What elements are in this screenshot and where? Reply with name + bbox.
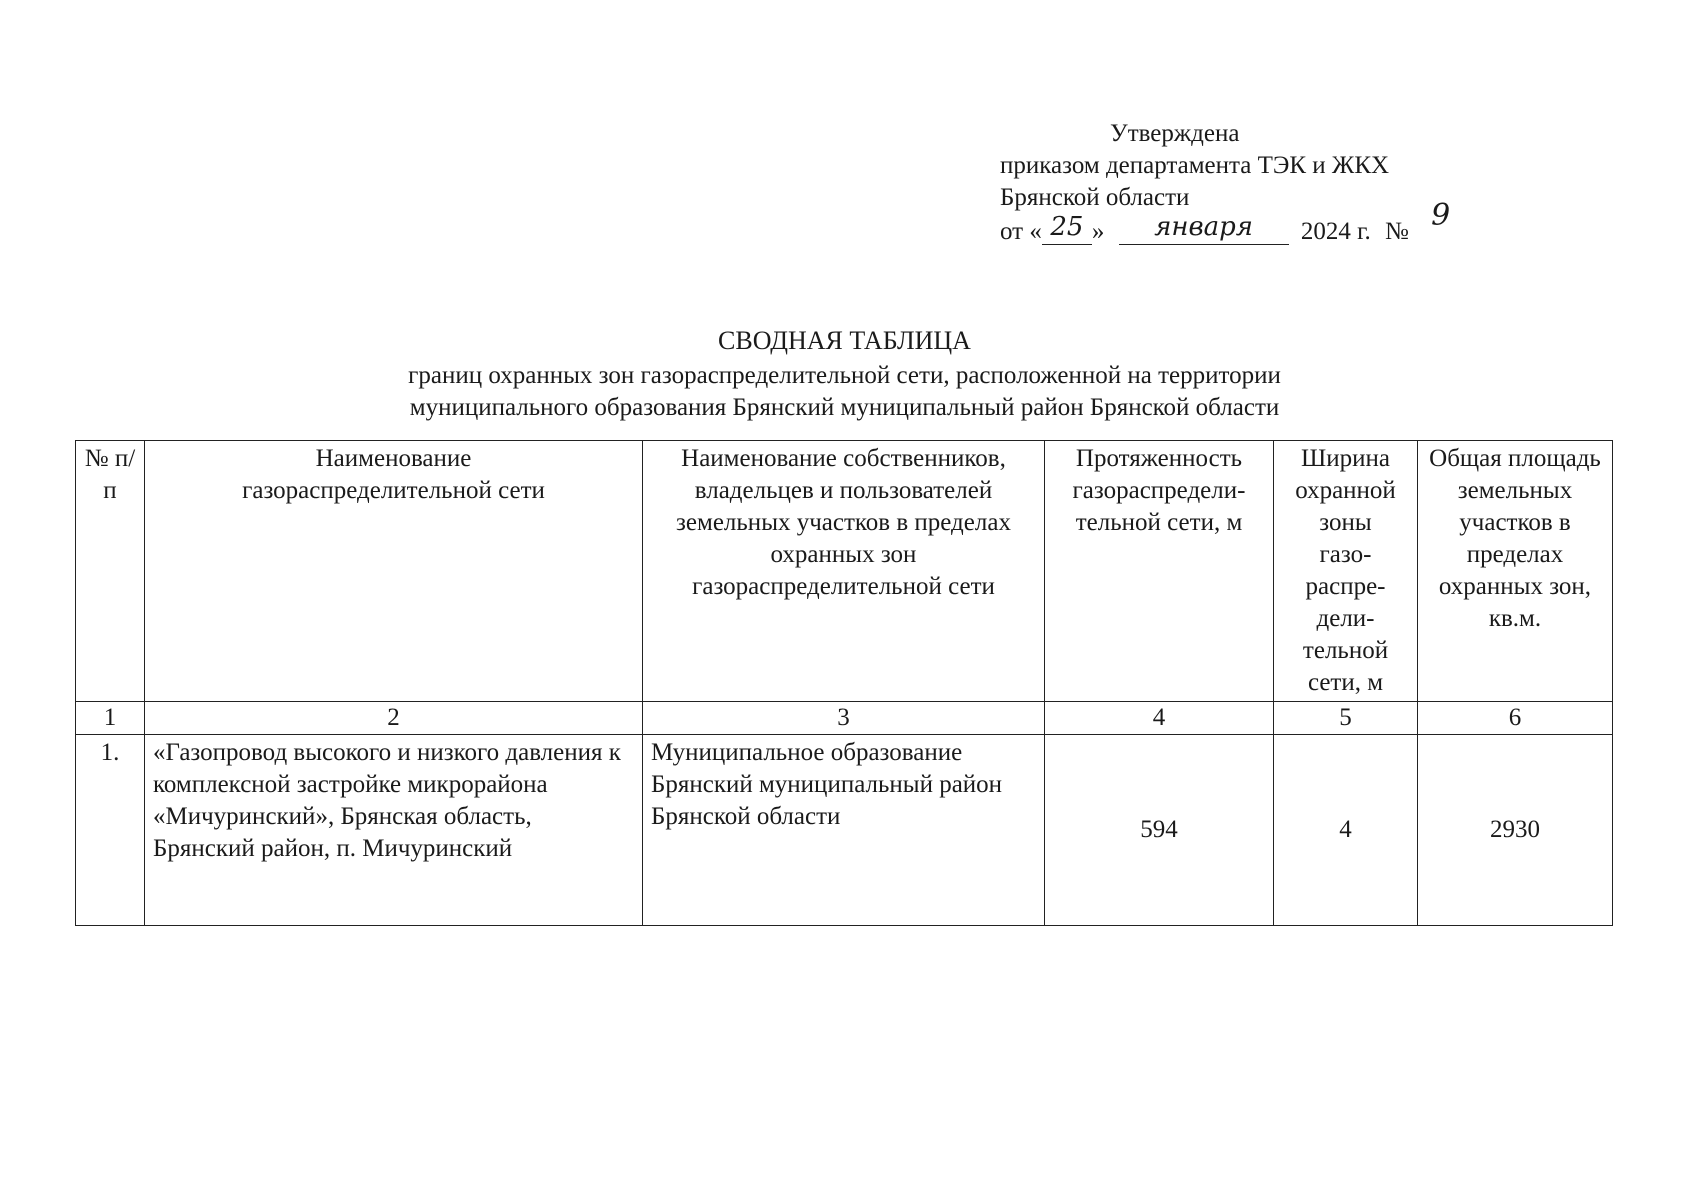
summary-table <box>75 440 1613 926</box>
row-index: 1. <box>76 735 145 926</box>
row-total-area: 2930 <box>1418 735 1613 926</box>
header-index: № п/п <box>76 441 145 702</box>
row-zone-width: 4 <box>1274 735 1418 926</box>
row-owners: Муниципальное образование Брянский муниципальный район Брянской области <box>643 735 1045 926</box>
column-number: 3 <box>643 702 1045 735</box>
table-header-row <box>76 441 1613 702</box>
approval-region-line: Брянской области <box>1000 184 1190 211</box>
header-zone-width: Ширина охранной зоны газо-распре-дели-тельной сети, м <box>1274 441 1418 702</box>
header-total-area: Общая площадь земельных участков в пределах охранных зон, кв.м. <box>1418 441 1613 702</box>
date-day-handwritten: 25 <box>1050 212 1084 242</box>
column-number: 6 <box>1418 702 1613 735</box>
row-length: 594 <box>1045 735 1274 926</box>
row-network-name: «Газопровод высокого и низкого давления к комплексной застройке микрорайона «Мичуринский», Брянская область, Брянский район, п. Мичуринский <box>145 735 643 926</box>
header-length: Протяженность газораспредели-тельной сети, м <box>1045 441 1274 702</box>
approval-order-line: приказом департамента ТЭК и ЖКХ <box>1000 152 1390 179</box>
column-number: 4 <box>1045 702 1274 735</box>
date-day-field <box>1042 212 1092 245</box>
approval-block <box>1000 118 1450 248</box>
date-month-handwritten: января <box>1154 212 1254 242</box>
column-number-row <box>76 702 1613 735</box>
date-year: 2024 г. <box>1300 218 1371 245</box>
header-network-name: Наименование газораспределительной сети <box>145 441 643 702</box>
header-owners: Наименование собственников, владельцев и пользователей земельных участков в пределах охранных зон газораспределительной сети <box>643 441 1045 702</box>
date-month-field <box>1119 212 1289 245</box>
document-subtitle-line1: границ охранных зон газораспределительной сети, расположенной на территории <box>408 362 1281 389</box>
approval-heading: Утверждена <box>1110 120 1240 147</box>
number-sign: № <box>1385 218 1409 245</box>
column-number: 1 <box>76 702 145 735</box>
document-title: СВОДНАЯ ТАБЛИЦА <box>718 326 971 355</box>
column-number: 2 <box>145 702 643 735</box>
date-prefix: от « <box>1000 218 1042 245</box>
approval-date-line <box>1000 198 1451 248</box>
order-number-handwritten: 9 <box>1431 198 1451 233</box>
document-subtitle-line2: муниципального образования Брянский муниципальный район Брянской области <box>409 394 1280 421</box>
date-quote-close: » <box>1091 218 1105 245</box>
column-number: 5 <box>1274 702 1418 735</box>
table-row <box>76 735 1613 926</box>
